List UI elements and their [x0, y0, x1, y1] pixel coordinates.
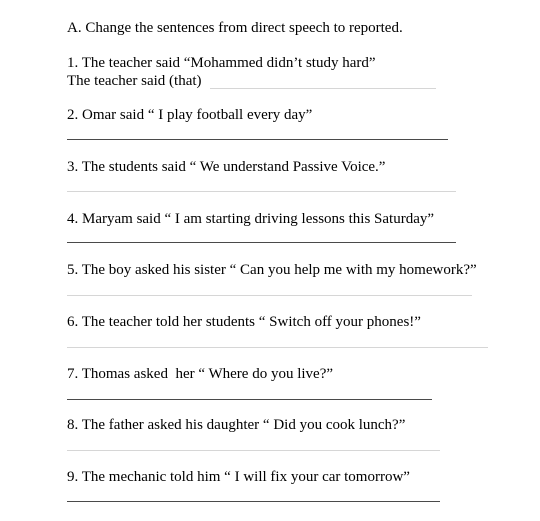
item-7-answer-line[interactable]: [67, 399, 432, 400]
item-2-prompt: 2. Omar said “ I play football every day”: [67, 107, 313, 123]
item-5-answer-line[interactable]: [67, 295, 472, 296]
item-9-prompt: 9. The mechanic told him “ I will fix your car tomorrow”: [67, 469, 410, 485]
item-3-prompt: 3. The students said “ We understand Passive Voice.”: [67, 159, 386, 175]
item-8-answer-line[interactable]: [67, 450, 440, 451]
item-8-prompt: 8. The father asked his daughter “ Did you cook lunch?”: [67, 417, 406, 433]
item-2-answer-line[interactable]: [67, 139, 448, 140]
item-1-answer-line[interactable]: [210, 88, 436, 89]
item-6-prompt: 6. The teacher told her students “ Switch off your phones!”: [67, 314, 421, 330]
item-6-answer-line[interactable]: [67, 347, 488, 348]
item-7-prompt: 7. Thomas asked her “ Where do you live?”: [67, 366, 334, 382]
exercise-heading: A. Change the sentences from direct speech to reported.: [67, 20, 403, 36]
item-3-answer-line[interactable]: [67, 191, 456, 192]
item-9-answer-line[interactable]: [67, 501, 440, 502]
item-4-prompt: 4. Maryam said “ I am starting driving lessons this Saturday”: [67, 211, 435, 227]
item-5-prompt: 5. The boy asked his sister “ Can you help me with my homework?”: [67, 262, 477, 278]
item-1-starter: The teacher said (that): [67, 73, 202, 89]
item-4-answer-line[interactable]: [67, 242, 456, 243]
item-1-prompt: 1. The teacher said “Mohammed didn’t study hard”: [67, 55, 376, 71]
